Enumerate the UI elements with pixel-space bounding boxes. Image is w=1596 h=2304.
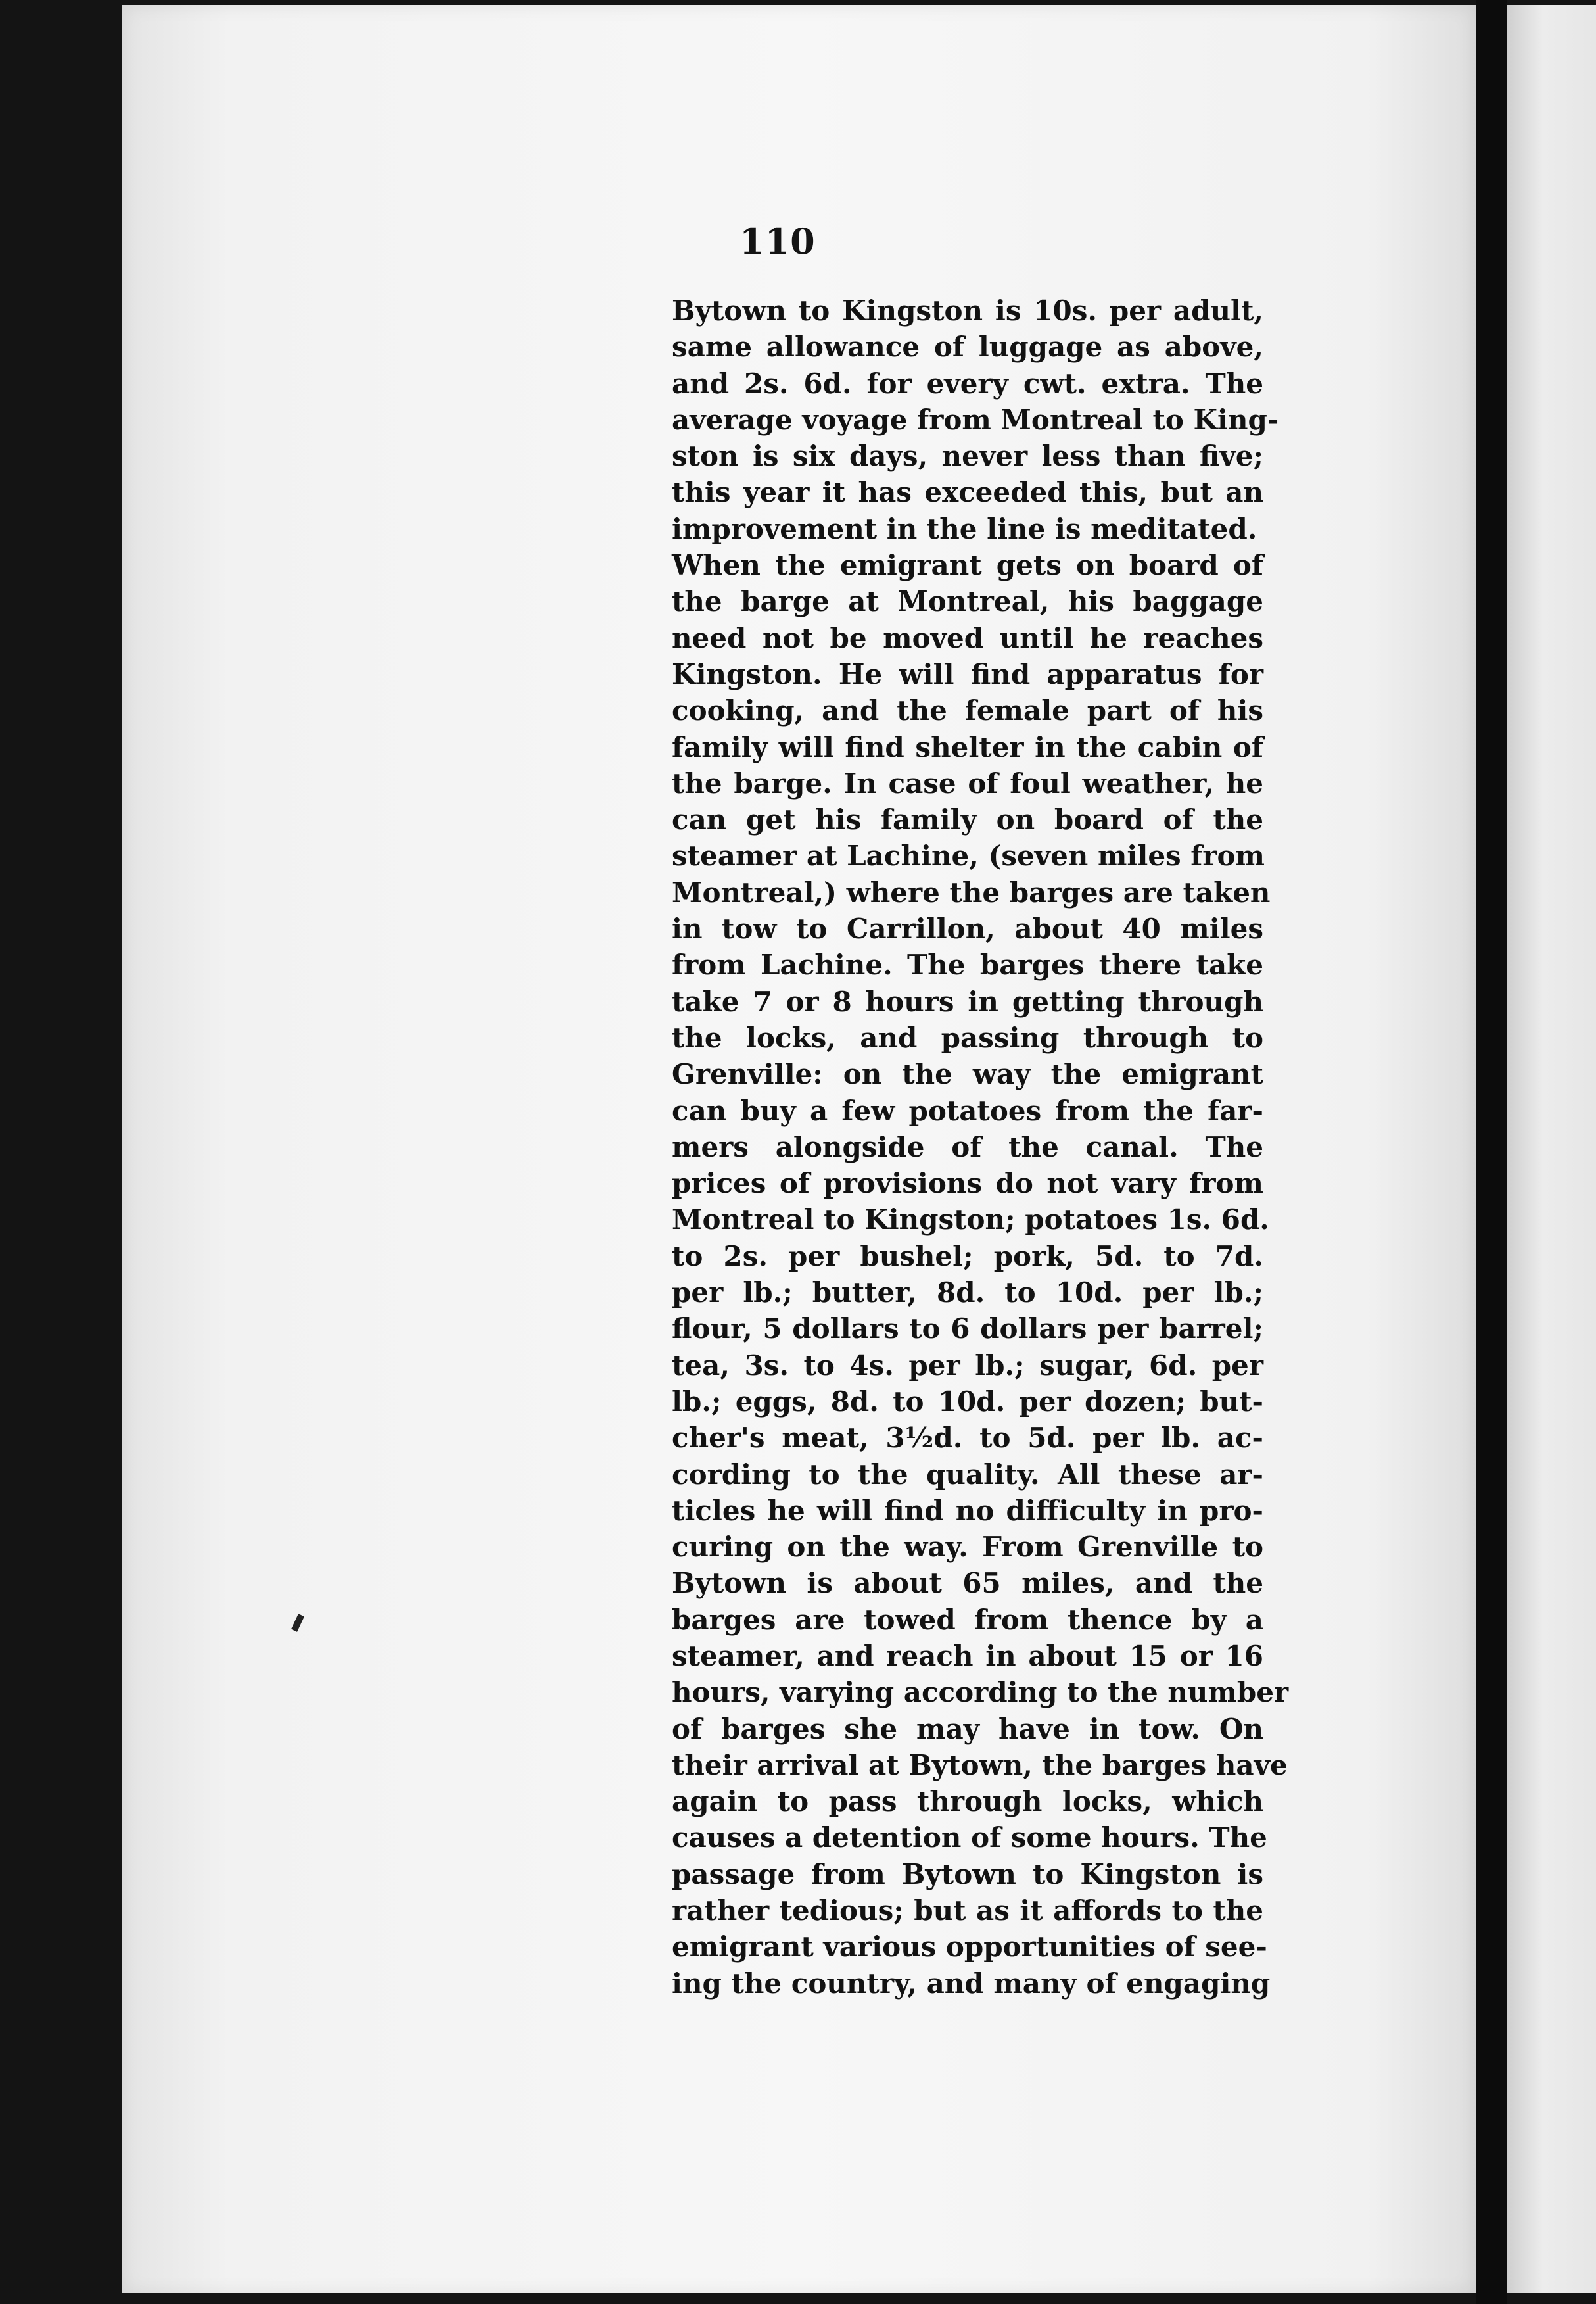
- text-line: in tow to Carrillon, about 40 miles: [672, 913, 1263, 946]
- text-line: barges are towed from thence by a: [672, 1603, 1263, 1636]
- text-line: and 2s. 6d. for every cwt. extra. The: [672, 367, 1263, 400]
- page-gutter: [1476, 0, 1507, 2304]
- text-line: causes a detention of some hours. The: [672, 1821, 1267, 1854]
- text-line: curing on the way. From Grenville to: [672, 1531, 1263, 1564]
- text-line: Montreal to Kingston; potatoes 1s. 6d.: [672, 1203, 1269, 1236]
- text-line: hours, varying according to the number: [672, 1676, 1289, 1709]
- text-line: Bytown is about 65 miles, and the: [672, 1567, 1263, 1600]
- text-line: emigrant various opportunities of see-: [672, 1931, 1267, 1963]
- text-line: this year it has exceeded this, but an: [672, 476, 1263, 509]
- adjacent-page-edge: [1507, 5, 1596, 2293]
- body-text: [672, 293, 1289, 2002]
- text-line: ticles he will find no difficulty in pro-: [672, 1494, 1263, 1527]
- text-line: can get his family on board of the: [672, 804, 1263, 836]
- text-line: need not be moved until he reaches: [672, 621, 1263, 654]
- text-line: cher's meat, 3½d. to 5d. per lb. ac-: [672, 1422, 1263, 1454]
- text-line: the barge. In case of foul weather, he: [672, 767, 1263, 800]
- page-number: 110: [739, 220, 816, 262]
- text-line: passage from Bytown to Kingston is: [672, 1858, 1263, 1890]
- text-line: again to pass through locks, which: [672, 1785, 1263, 1818]
- text-line: tea, 3s. to 4s. per lb.; sugar, 6d. per: [672, 1349, 1263, 1381]
- text-line: Montreal,) where the barges are taken: [672, 876, 1271, 909]
- text-line: rather tedious; but as it affords to the: [672, 1894, 1263, 1927]
- text-line: flour, 5 dollars to 6 dollars per barrel;: [672, 1312, 1263, 1345]
- text-line: cording to the quality. All these ar-: [672, 1458, 1263, 1491]
- text-line: mers alongside of the canal. The: [672, 1130, 1263, 1163]
- text-line: of barges she may have in tow. On: [672, 1712, 1263, 1745]
- text-line: Bytown to Kingston is 10s. per adult,: [672, 295, 1263, 327]
- text-line: steamer at Lachine, (seven miles from: [672, 840, 1265, 873]
- text-line: average voyage from Montreal to King-: [672, 403, 1279, 436]
- text-line: the locks, and passing through to: [672, 1021, 1263, 1054]
- text-line: per lb.; butter, 8d. to 10d. per lb.;: [672, 1276, 1263, 1309]
- text-line: same allowance of luggage as above,: [672, 331, 1263, 364]
- text-line: take 7 or 8 hours in getting through: [672, 985, 1263, 1018]
- text-line: to 2s. per bushel; pork, 5d. to 7d.: [672, 1239, 1263, 1272]
- text-line: from Lachine. The barges there take: [672, 949, 1263, 982]
- text-line: Kingston. He will find apparatus for: [672, 658, 1263, 690]
- text-line: ing the country, and many of engaging: [672, 1967, 1271, 2000]
- text-line: prices of provisions do not vary from: [672, 1167, 1263, 1200]
- text-line: ston is six days, never less than five;: [672, 440, 1263, 473]
- text-line: steamer, and reach in about 15 or 16: [672, 1639, 1263, 1672]
- text-line: can buy a few potatoes from the far-: [672, 1094, 1263, 1127]
- text-line: lb.; eggs, 8d. to 10d. per dozen; but-: [672, 1385, 1263, 1418]
- text-line: their arrival at Bytown, the barges have: [672, 1748, 1288, 1781]
- text-line: Grenville: on the way the emigrant: [672, 1058, 1263, 1091]
- text-line: When the emigrant gets on board of: [672, 549, 1263, 582]
- text-line: the barge at Montreal, his baggage: [672, 585, 1263, 618]
- text-line: cooking, and the female part of his: [672, 694, 1263, 727]
- text-line: improvement in the line is meditated.: [672, 512, 1257, 545]
- text-line: family will find shelter in the cabin of: [672, 731, 1263, 763]
